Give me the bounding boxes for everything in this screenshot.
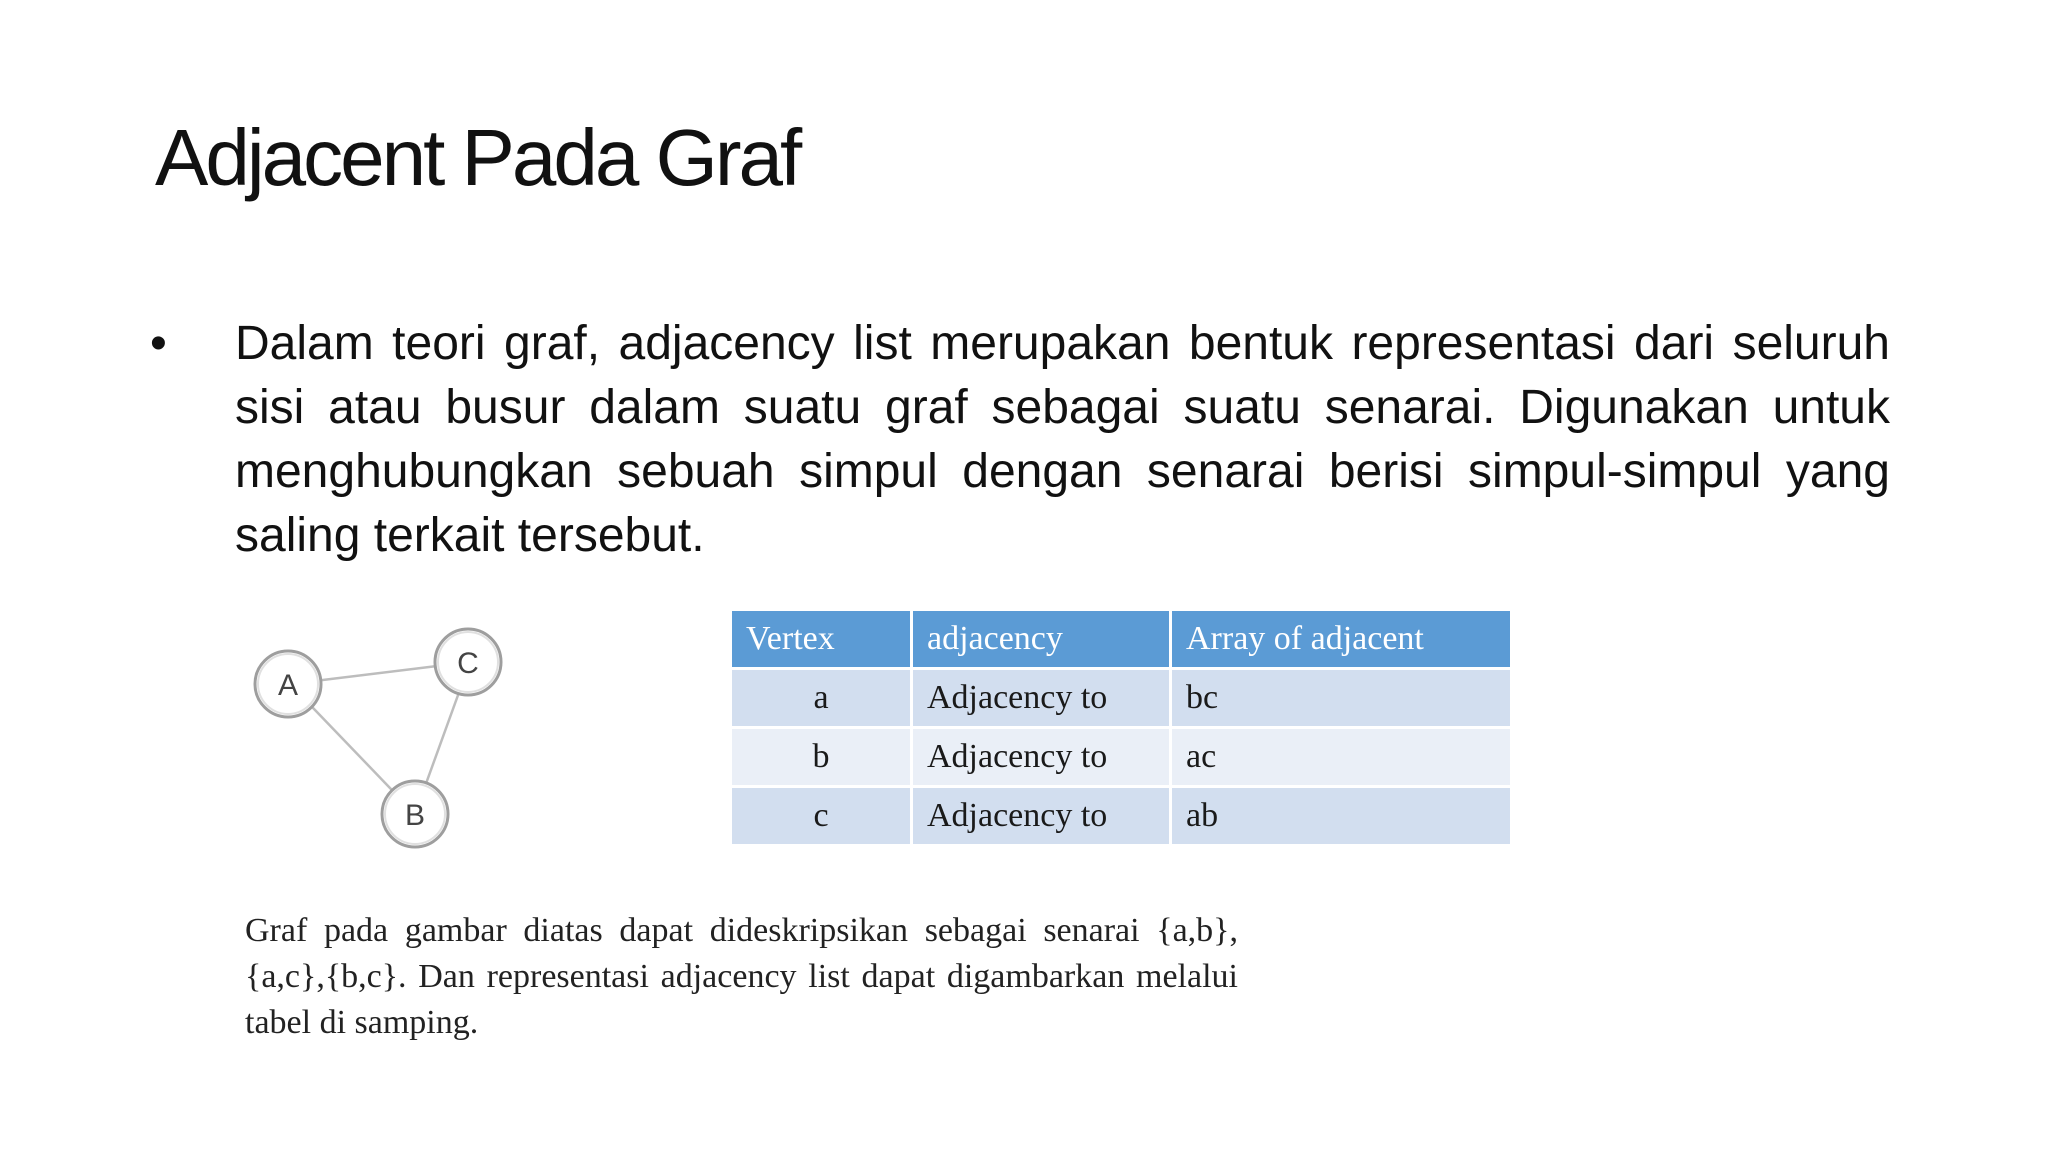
cell-vertex: b (731, 728, 912, 787)
graph-node-b-label: B (404, 799, 426, 832)
bullet-text: Dalam teori graf, adjacency list merupakan bentuk representasi dari seluruh sisi atau busur dalam suatu graf sebagai suatu senarai. Digunakan untuk menghubungkan sebuah simpul dengan senarai berisi simpul-simpul yang saling terkait tersebut. (235, 317, 1890, 562)
table-header-row (731, 610, 1512, 669)
bullet-icon: • (150, 317, 167, 370)
adjacency-table (729, 608, 1513, 847)
table-row (731, 787, 1512, 846)
graph-node-b (382, 781, 448, 847)
graph-node-a (255, 651, 321, 717)
header-adjacency: adjacency (912, 610, 1171, 669)
header-vertex: Vertex (731, 610, 912, 669)
cell-array: ab (1171, 787, 1512, 846)
graph-node-c-label: C (457, 647, 479, 680)
cell-adjacency: Adjacency to (912, 669, 1171, 728)
caption-text: Graf pada gambar diatas dapat dideskripsikan sebagai senarai {a,b},{a,c},{b,c}. Dan representasi adjacency list dapat digambarkan melalui tabel di samping. (245, 912, 1238, 1041)
cell-vertex: a (731, 669, 912, 728)
table-row (731, 728, 1512, 787)
slide-title: Adjacent Pada Graf (155, 113, 800, 202)
table-row (731, 669, 1512, 728)
cell-array: ac (1171, 728, 1512, 787)
cell-vertex: c (731, 787, 912, 846)
graph-node-a-label: A (277, 669, 299, 702)
cell-array: bc (1171, 669, 1512, 728)
header-array-of-adjacent: Array of adjacent (1171, 610, 1512, 669)
graph-node-c (435, 629, 501, 695)
graph-diagram (230, 600, 530, 870)
cell-adjacency: Adjacency to (912, 787, 1171, 846)
cell-adjacency: Adjacency to (912, 728, 1171, 787)
